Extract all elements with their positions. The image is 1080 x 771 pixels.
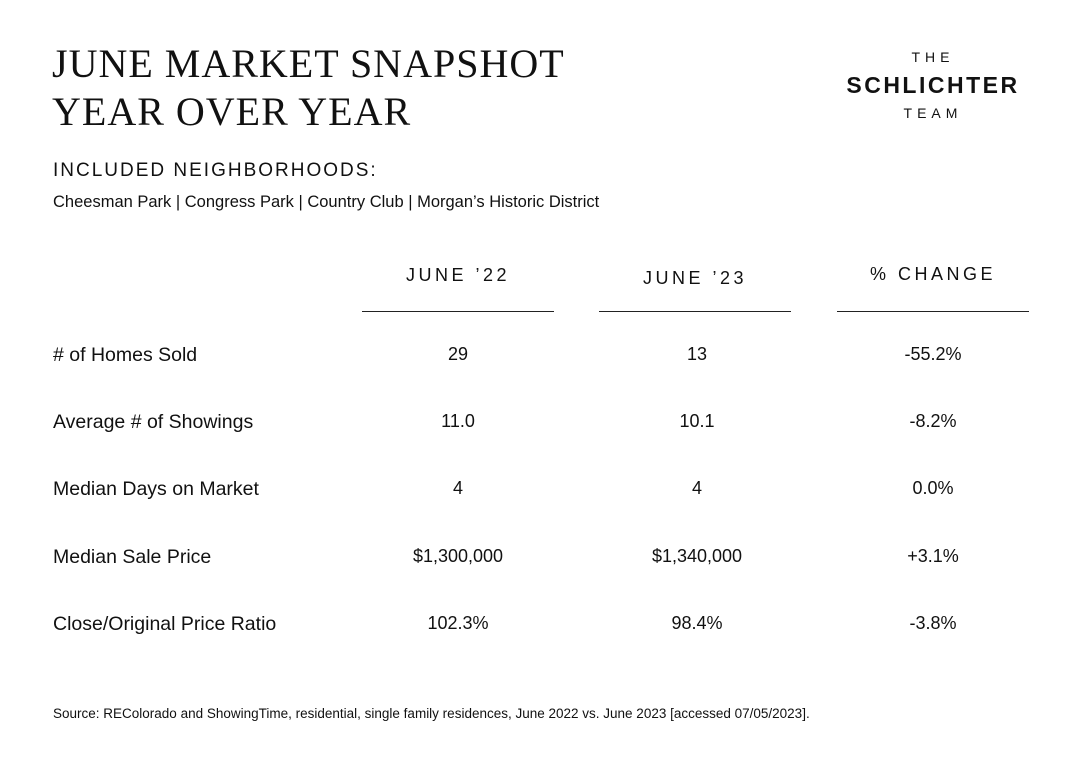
table-row-price-ratio: [0, 613, 1080, 643]
logo-top-text: THE: [911, 49, 955, 65]
change-value: -3.8%: [909, 613, 957, 633]
june-22-value: 4: [452, 478, 463, 498]
row-label: Median Days on Market: [53, 478, 259, 500]
table-row-homes-sold: [0, 344, 1080, 374]
change-value: -8.2%: [909, 411, 957, 431]
logo-bottom-text: TEAM: [903, 105, 963, 121]
table-row-sale-price: [0, 546, 1080, 576]
neighborhoods-list: Cheesman Park | Congress Park | Country Club | Morgan’s Historic District: [53, 193, 600, 211]
june-23-value: 10.1: [679, 411, 715, 431]
change-value: 0.0%: [912, 478, 954, 498]
row-label: Close/Original Price Ratio: [53, 613, 277, 635]
june-23-value: 4: [691, 478, 702, 498]
title-line-1: JUNE MARKET SNAPSHOT: [52, 41, 565, 86]
title-line-2: YEAR OVER YEAR: [52, 89, 412, 134]
column-divider-june-23: [599, 311, 791, 312]
row-label: # of Homes Sold: [53, 344, 198, 366]
column-header-percent-change: % CHANGE: [869, 264, 996, 284]
june-23-value: 98.4%: [671, 613, 723, 633]
june-23-value: $1,340,000: [651, 546, 743, 566]
column-header-june-23: JUNE ’23: [642, 268, 748, 288]
source-footnote: Source: REColorado and ShowingTime, residential, single family residences, June 2022 vs. June 2023 [accessed 07/05/2023].: [53, 706, 810, 721]
brand-logo: [840, 48, 1026, 122]
june-22-value: 11.0: [441, 411, 475, 431]
column-divider-percent-change: [837, 311, 1029, 312]
row-label: Median Sale Price: [53, 546, 212, 568]
june-22-value: 29: [447, 344, 469, 364]
neighborhoods-heading: INCLUDED NEIGHBORHOODS:: [53, 160, 378, 181]
june-22-value: 102.3%: [427, 613, 489, 633]
logo-main-text: SCHLICHTER: [846, 72, 1020, 98]
table-row-showings: [0, 411, 1080, 441]
column-header-june-22: JUNE ’22: [405, 265, 511, 285]
column-divider-june-22: [362, 311, 554, 312]
june-23-value: 13: [686, 344, 708, 364]
row-label: Average # of Showings: [53, 411, 254, 433]
change-value: -55.2%: [904, 344, 962, 364]
june-22-value: $1,300,000: [412, 546, 504, 566]
change-value: +3.1%: [907, 546, 959, 566]
table-row-days-on-market: [0, 478, 1080, 508]
page-title: [52, 40, 565, 136]
